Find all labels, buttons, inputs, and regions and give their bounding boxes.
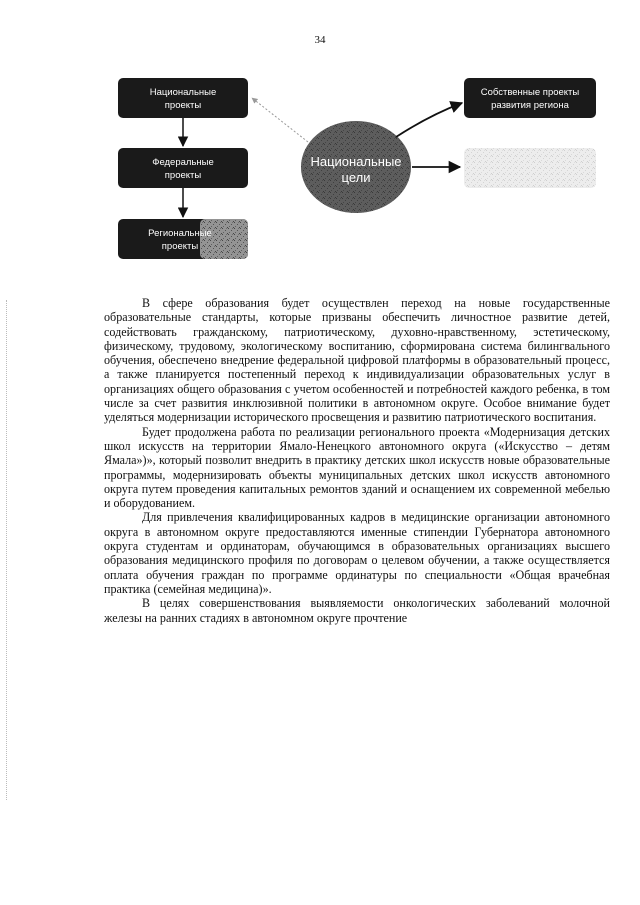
federal-projects-box bbox=[118, 148, 248, 188]
national-goals-ellipse bbox=[301, 121, 411, 213]
paragraph-medical-staff: Для привлечения квалифицированных кадров в медицинские организации автономного округа в автономном округе предоставляются именные стипендии Губернатора автономного округа студентам и ординаторам, обучающимся в образовательных организациях высшего образования медицинского профиля по договорам о целевом обучении, а также осуществляется оплата обучения граждан по программе ординатуры по специальности «Общая врачебная практика (семейная медицина)». bbox=[104, 510, 610, 596]
arrow-goals-to-own-projects bbox=[396, 103, 462, 137]
national-goals-label-1: Национальные bbox=[310, 154, 402, 169]
national-projects-label-1: Национальные bbox=[149, 87, 217, 98]
own-projects-label-2: развития региона bbox=[491, 100, 569, 111]
arrow-goals-to-national-projects bbox=[252, 98, 308, 142]
regional-projects-label-1: Региональные bbox=[148, 228, 212, 239]
federal-projects-label-2: проекты bbox=[164, 170, 202, 181]
body-text bbox=[104, 296, 610, 625]
own-projects-label-1: Собственные проекты bbox=[480, 87, 580, 98]
paragraph-education: В сфере образования будет осуществлен переход на новые государственные образовательные стандарты, которые призваны обеспечить личностное развитие детей, содействовать гражданскому, патриотическому, духовно-нравственному, эстетическому, физическому, трудовому, экологическому воспитанию, сформирована система билингвального обучения, обеспечено внедрение федеральной цифровой платформы в образовательный процесс, а также планируется постепенный переход к индивидуализации образовательных услуг в организациях общего образования с учетом особенностей и потребностей каждого ребенка, в том числе за счет развития инклюзивной политики в автономном округе. Особое внимание будет уделяться модернизации исторического просвещения и развитию патриотического воспитания. bbox=[104, 296, 610, 425]
federal-projects-label-1: Федеральные bbox=[152, 157, 214, 168]
national-projects-box bbox=[118, 78, 248, 118]
national-goals-label-2: цели bbox=[341, 170, 371, 185]
paragraph-oncology: В целях совершенствования выявляемости онкологических заболеваний молочной железы на ранних стадиях в автономном округе прочтение bbox=[104, 596, 610, 625]
own-projects-box bbox=[464, 78, 596, 118]
faded-box bbox=[464, 148, 596, 188]
regional-projects-box bbox=[118, 219, 248, 259]
projects-goals-diagram bbox=[0, 0, 640, 290]
page-number: 34 bbox=[314, 34, 326, 46]
scan-edge-mark bbox=[6, 300, 8, 800]
regional-projects-label-2: проекты bbox=[161, 241, 199, 252]
national-projects-label-2: проекты bbox=[164, 100, 202, 111]
paragraph-art-schools: Будет продолжена работа по реализации регионального проекта «Модернизация детских школ искусств на территории Ямало-Ненецкого автономного округа («Искусство – детям Ямала»)», который позволит внедрить в практику детских школ искусств новые образовательные программы, модернизировать объекты муниципальных детских школ искусств автономного округа путем проведения капитальных ремонтов зданий и оснащением их современной мебелью и оборудованием. bbox=[104, 424, 610, 511]
